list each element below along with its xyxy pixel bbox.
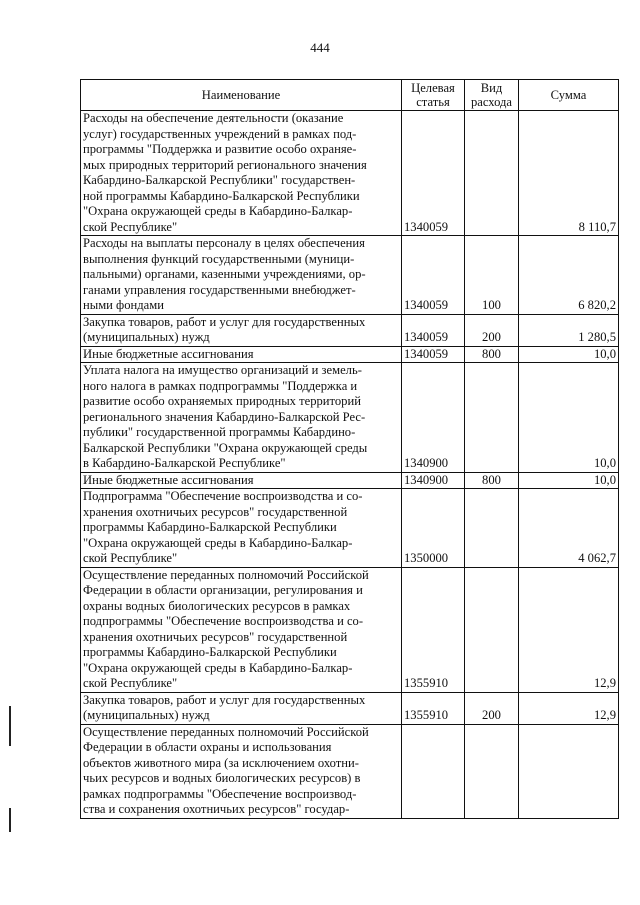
row-name-line: хранения охотничьих ресурсов" государственной xyxy=(83,504,348,519)
row-amount: 6 820,2 xyxy=(519,236,619,315)
row-name-line: Федерации в области организации, регулирования и xyxy=(83,583,363,597)
row-expense-type xyxy=(465,567,519,692)
header-name: Наименование xyxy=(81,80,402,111)
row-expense-type: 800 xyxy=(465,346,519,363)
row-target-article: 1340900 xyxy=(402,472,465,489)
row-name-line: Осуществление переданных полномочий Российской xyxy=(83,567,369,582)
row-name-line: "Охрана окружающей среды в Кабардино-Балкар- xyxy=(83,535,353,550)
row-name-line: ской Республике" xyxy=(83,676,178,690)
row-amount xyxy=(519,724,619,818)
table-row xyxy=(81,567,619,692)
row-name-line: объектов животного мира (за исключением охотни- xyxy=(83,755,359,770)
row-name-line: мых природных территорий регионального значения xyxy=(83,157,367,172)
row-name-line: ной программы Кабардино-Балкарской Республики xyxy=(83,188,360,203)
row-name-line: выполнения функций государственными (муници- xyxy=(83,251,355,266)
row-target-article: 1340059 xyxy=(402,314,465,346)
row-name-line: ской Республике" xyxy=(83,219,178,234)
row-amount: 10,0 xyxy=(519,363,619,473)
row-name-line: (муниципальных) нужд xyxy=(83,708,210,722)
row-target-article: 1340900 xyxy=(402,363,465,473)
row-name-cell xyxy=(81,567,402,692)
margin-scan-mark xyxy=(9,808,11,832)
row-name-cell xyxy=(81,314,402,346)
row-name-cell xyxy=(81,363,402,473)
row-name-line: услуг) государственных учреждений в рамках под- xyxy=(83,126,357,141)
row-name-line: Закупка товаров, работ и услуг для государственных xyxy=(83,314,366,329)
row-name-cell xyxy=(81,724,402,818)
row-name-line: ской Республике" xyxy=(83,551,178,565)
row-name-line: программы "Поддержка и развитие особо охраняе- xyxy=(83,142,357,156)
row-amount: 12,9 xyxy=(519,567,619,692)
row-name-line: Иные бюджетные ассигнования xyxy=(83,472,254,487)
row-name-line: развитие особо охраняемых природных территорий xyxy=(83,394,361,408)
table-header-row xyxy=(81,80,619,111)
row-target-article: 1340059 xyxy=(402,236,465,315)
row-name-line: Расходы на обеспечение деятельности (оказание xyxy=(83,111,344,125)
row-name-cell xyxy=(81,346,402,363)
row-name-cell xyxy=(81,472,402,489)
row-name-line: регионального значения Кабардино-Балкарской Рес- xyxy=(83,409,366,424)
row-name-line: в Кабардино-Балкарской Республике" xyxy=(83,456,286,470)
table-row xyxy=(81,472,619,489)
header-expense-type: Вид расхода xyxy=(465,80,519,111)
table-row xyxy=(81,346,619,363)
row-name-cell xyxy=(81,111,402,236)
row-target-article: 1350000 xyxy=(402,489,465,568)
row-expense-type: 100 xyxy=(465,236,519,315)
row-name-cell xyxy=(81,489,402,568)
row-amount: 8 110,7 xyxy=(519,111,619,236)
row-name-line: ства и сохранения охотничьих ресурсов" государ- xyxy=(83,802,350,816)
row-name-line: (муниципальных) нужд xyxy=(83,330,210,344)
row-name-line: Иные бюджетные ассигнования xyxy=(83,346,254,361)
budget-table xyxy=(80,79,619,819)
row-name-line: Подпрограмма "Обеспечение воспроизводства и со- xyxy=(83,489,363,503)
margin-scan-mark xyxy=(9,706,11,746)
row-name-line: ганами управления государственными внебюджет- xyxy=(83,282,356,297)
row-target-article: 1340059 xyxy=(402,111,465,236)
row-expense-type xyxy=(465,724,519,818)
header-target-article: Целевая статья xyxy=(402,80,465,111)
table-body xyxy=(81,111,619,819)
row-name-line: чьих ресурсов и водных биологических ресурсов) в xyxy=(83,771,361,785)
row-name-line: ного налога в рамках подпрограммы "Поддержка и xyxy=(83,378,358,393)
table-row xyxy=(81,489,619,568)
row-name-line: "Охрана окружающей среды в Кабардино-Балкар- xyxy=(83,204,353,218)
row-name-line: Федерации в области охраны и использования xyxy=(83,740,332,754)
row-expense-type: 800 xyxy=(465,472,519,489)
row-name-line: Осуществление переданных полномочий Российской xyxy=(83,724,369,739)
row-amount: 10,0 xyxy=(519,472,619,489)
table-row xyxy=(81,724,619,818)
row-target-article: 1340059 xyxy=(402,346,465,363)
row-target-article: 1355910 xyxy=(402,567,465,692)
row-name-cell xyxy=(81,692,402,724)
row-name-line: рамках подпрограммы "Обеспечение воспроизвод- xyxy=(83,786,357,801)
row-name-line: публики" государственной программы Кабардино- xyxy=(83,425,356,439)
row-amount: 4 062,7 xyxy=(519,489,619,568)
row-name-line: подпрограммы "Обеспечение воспроизводства и со- xyxy=(83,614,364,628)
row-amount: 12,9 xyxy=(519,692,619,724)
row-expense-type xyxy=(465,489,519,568)
row-expense-type xyxy=(465,111,519,236)
row-name-line: хранения охотничьих ресурсов" государственной xyxy=(83,629,348,644)
header-amount: Сумма xyxy=(519,80,619,111)
row-name-line: Кабардино-Балкарской Республики" государствен- xyxy=(83,173,356,187)
table-row xyxy=(81,314,619,346)
row-name-line: программы Кабардино-Балкарской Республики xyxy=(83,520,337,534)
row-target-article: 1355910 xyxy=(402,692,465,724)
row-name-line: охраны водных биологических ресурсов в рамках xyxy=(83,598,351,613)
row-name-line: "Охрана окружающей среды в Кабардино-Балкар- xyxy=(83,660,353,675)
row-expense-type: 200 xyxy=(465,692,519,724)
row-name-line: пальными) органами, казенными учреждениями, ор- xyxy=(83,267,366,281)
row-target-article xyxy=(402,724,465,818)
table-row xyxy=(81,236,619,315)
row-amount: 1 280,5 xyxy=(519,314,619,346)
page-number: 444 xyxy=(310,40,330,55)
row-name-line: ными фондами xyxy=(83,298,164,312)
row-name-line: Закупка товаров, работ и услуг для государственных xyxy=(83,692,366,707)
row-name-line: Уплата налога на имущество организаций и земель- xyxy=(83,363,362,377)
row-name-line: программы Кабардино-Балкарской Республики xyxy=(83,645,337,659)
row-name-cell xyxy=(81,236,402,315)
row-name-line: Расходы на выплаты персоналу в целях обеспечения xyxy=(83,236,365,250)
table-row xyxy=(81,111,619,236)
row-name-line: Балкарской Республики "Охрана окружающей среды xyxy=(83,440,368,455)
row-expense-type xyxy=(465,363,519,473)
table-row xyxy=(81,692,619,724)
row-expense-type: 200 xyxy=(465,314,519,346)
table-row xyxy=(81,363,619,473)
row-amount: 10,0 xyxy=(519,346,619,363)
